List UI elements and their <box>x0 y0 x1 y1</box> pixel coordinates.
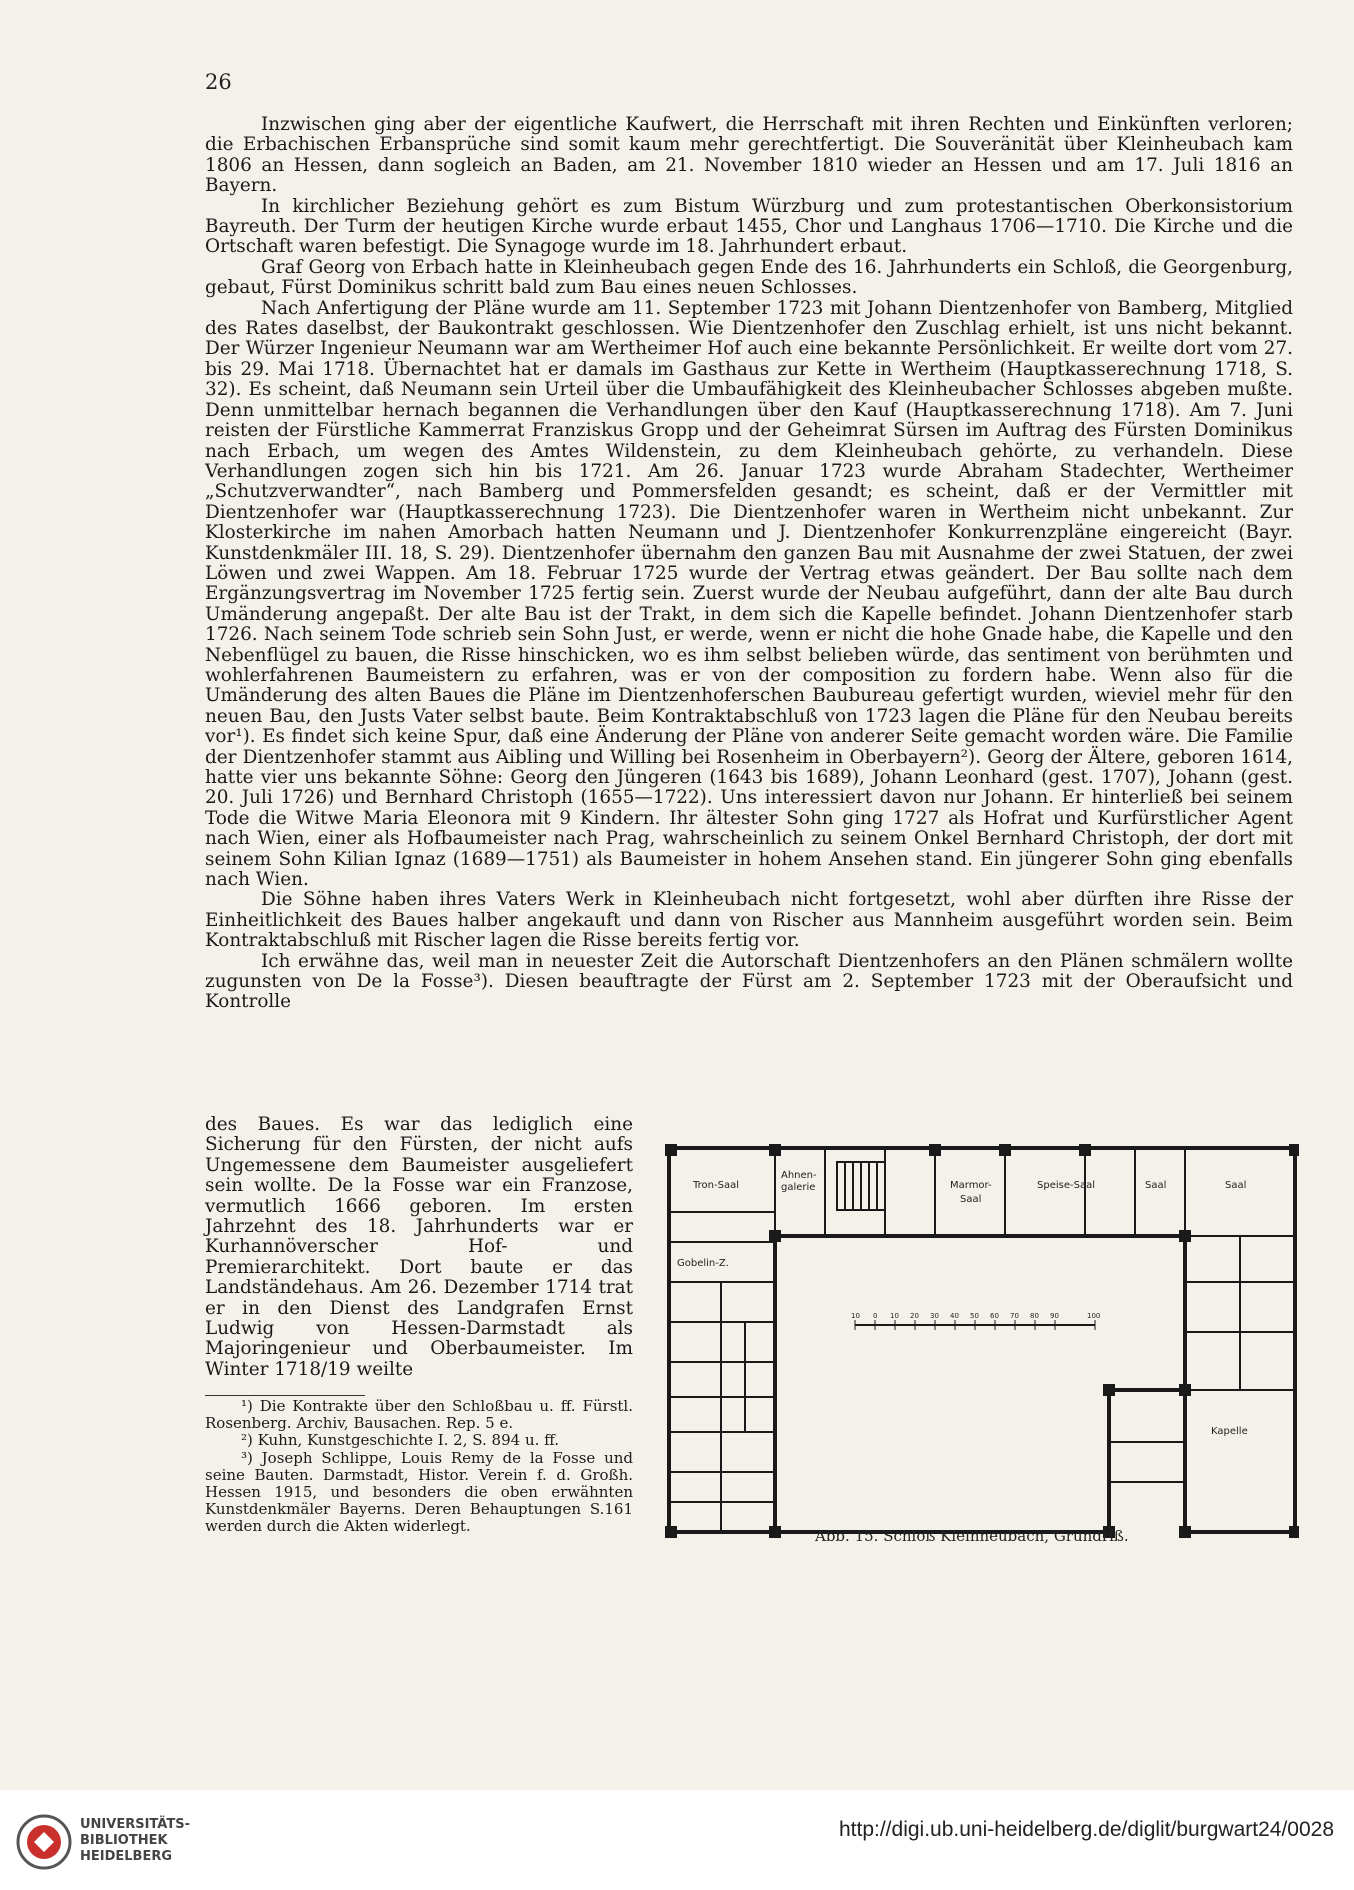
scale-label: 50 <box>970 1312 979 1320</box>
source-url-link[interactable]: http://digi.ub.uni-heidelberg.de/diglit/burgwart24/0028 <box>838 1818 1334 1841</box>
main-text <box>205 115 1293 1013</box>
scale-label: 20 <box>910 1312 919 1320</box>
scale-label: 30 <box>930 1312 939 1320</box>
paragraph-continuation: des Baues. Es war das lediglich eine Sicherung für den Fürsten, der nicht aufs Ungemessene dem Baumeister ausgeliefert sein wollte. De la Fosse war ein Franzose, vermutlich 1666 geboren. Im ersten Jahrzehnt des 18. Jahrhunderts war er Kurhannöverscher Hof- und Premierarchitekt. Dort baute er das Landständehaus. Am 26. Dezember 1714 trat er in den Dienst des Landgrafen Ernst Ludwig von Hessen-Darmstadt als Majoringenieur und Oberbaumeister. Im Winter 1718/19 weilte <box>205 1114 633 1380</box>
paragraph: In kirchlicher Beziehung gehört es zum Bistum Würzburg und zum protestantischen Oberkonsistorium Bayreuth. Der Turm der heutigen Kirche wurde erbaut 1455, Chor und Langhaus 1706—1710. Die Kirche und die Ortschaft waren befestigt. Die Synagoge wurde im 18. Jahrhundert erbaut. <box>205 195 1293 258</box>
logo-line: UNIVERSITÄTS- <box>80 1817 190 1832</box>
paragraph: Ich erwähne das, weil man in neuester Zeit die Autorschaft Dientzenhofers an den Plänen schmälern wollte zugunsten von De la Fosse³). Diesen beauftragte der Fürst am 2. September 1723 mit der Oberaufsicht und Kontrolle <box>205 950 1293 1013</box>
room-label-saal: Saal <box>1145 1180 1167 1191</box>
room-label-speise-saal: Speise-Saal <box>1037 1180 1095 1191</box>
floor-plan-drawing <box>665 1142 1299 1549</box>
paragraph: Nach Anfertigung der Pläne wurde am 11. September 1723 mit Johann Dientzenhofer von Bamberg, Mitglied des Rates daselbst, der Baukontrakt geschlossen. Wie Dientzenhofer den Zuschlag erhielt, ist uns nicht bekannt. Der Würzer Ingenieur Neumann war am Wertheimer Hof auch eine bekannte Persönlichkeit. Er weilte dort vom 27. bis 29. Mai 1718. Übernachtet hat er damals im Gasthaus zur Kette in Wertheim (Hauptkasserechnung 1718, S. 32). Es scheint, daß Neumann sein Urteil über die Umbaufähigkeit des Kleinheubacher Schlosses abgeben mußte. Denn unmittelbar hernach begannen die Verhandlungen über den Kauf (Hauptkasserechnung 1718). Am 7. Juni reisten der Fürstliche Kammerrat Franziskus Gropp und der Geheimrat Sürsen im Auftrag des Fürsten Dominikus nach Erbach, um wegen des Amtes Wildenstein, zu dem Kleinheubach gehörte, zu verhandeln. Diese Verhandlungen zogen sich hin bis 1721. Am 26. Januar 1723 wurde Abraham Stadechter, Wertheimer „Schutzverwandter“, nach Bamberg und Pommersfelden gesandt; es scheint, daß er der Vermittler mit Dientzenhofer war (Hauptkasserechnung 1723). Die Dientzenhofer waren in Wertheim nicht unbekannt. Zur Klosterkirche im nahen Amorbach hatten Neumann und J. Dientzenhofer Konkurrenzpläne eingereicht (Bayr. Kunstdenkmäler III. 18, S. 29). Dientzenhofer übernahm den ganzen Bau mit Ausnahme der zwei Statuen, der zwei Löwen und zwei Wappen. Am 18. Februar 1725 wurde der Vertrag etwas geändert. Der Bau sollte nach dem Ergänzungsvertrag im November 1725 fertig sein. Zuerst wurde der Neubau aufgeführt, dann der alte Bau durch Umänderung angepaßt. Der alte Bau ist der Trakt, in dem sich die Kapelle befindet. Johann Dientzenhofer starb 1726. Nach seinem Tode schrieb sein Sohn Just, er werde, wenn er nicht die hohe Gnade habe, die Kapelle und den Nebenflügel zu bauen, die Risse hinschicken, wo es ihm selbst belieben würde, das sentiment von berühmten und wohlerfahrenen Baumeistern zu erfahren, was er von der composition zu fordern habe. Wenn also für die Umänderung des alten Baues die Pläne im Dientzenhoferschen Baubureau gefertigt wurden, wieviel mehr für den neuen Bau, den Justs Vater selbst baute. Beim Kontraktabschluß von 1723 lagen die Pläne für den Neubau bereits vor¹). Es findet sich keine Spur, daß eine Änderung der Pläne von anderer Seite gemacht worden wäre. Die Familie der Dientzenhofer stammt aus Aibling und Willing bei Rosenheim in Oberbayern²). Georg der Ältere, geboren 1614, hatte vier uns bekannte Söhne: Georg den Jüngeren (1643 bis 1689), Johann Leonhard (gest. 1707), Johann (gest. 20. Juli 1726) und Bernhard Christoph (1655—1722). Uns interessiert davon nur Johann. Er hinterließ bei seinem Tode die Witwe Maria Eleonora mit 9 Kindern. Ihr ältester Sohn ging 1727 als Hofrat und Kurfürstlicher Agent nach Wien, einer als Hofbaumeister nach Prag, wahrscheinlich zu seinem Onkel Bernhard Christoph, der dort mit seinem Sohn Kilian Ignaz (1689—1751) als Baumeister in hohem Ansehen stand. Ein jüngerer Sohn ging ebenfalls nach Wien. <box>205 297 1293 891</box>
room-label-tron-saal: Tron-Saal <box>693 1180 739 1191</box>
room-label-gobelin: Gobelin-Z. <box>677 1258 729 1269</box>
scale-label: 0 <box>873 1312 878 1320</box>
scale-label: 40 <box>950 1312 959 1320</box>
viewer-footer <box>0 1790 1354 1890</box>
room-label-ahnen: Ahnen- <box>781 1170 817 1181</box>
logo-line: HEIDELBERG <box>80 1849 173 1864</box>
logo-line: BIBLIOTHEK <box>80 1833 168 1848</box>
page-number: 26 <box>205 70 232 94</box>
figure-caption: Abb. 15. Schloß Kleinheubach, Grundriß. <box>815 1527 1129 1545</box>
scale-label: 60 <box>990 1312 999 1320</box>
scale-label: 70 <box>1010 1312 1019 1320</box>
paragraph: Graf Georg von Erbach hatte in Kleinheubach gegen Ende des 16. Jahrhunderts ein Schloß, die Georgenburg, gebaut, Fürst Dominikus schritt bald zum Bau eines neuen Schlosses. <box>205 256 1293 299</box>
paragraph: Inzwischen ging aber der eigentliche Kaufwert, die Herrschaft mit ihren Rechten und Einkünften verloren; die Erbachischen Erbansprüche sind somit kaum mehr gerechtfertigt. Die Souveränität über Kleinheubach kam 1806 an Hessen, dann sogleich an Baden, am 21. November 1810 wieder an Hessen und am 17. Juli 1816 an Bayern. <box>205 114 1293 197</box>
footnotes <box>205 1398 633 1536</box>
scale-label: 100 <box>1087 1312 1101 1320</box>
scale-label: 80 <box>1030 1312 1039 1320</box>
wrapped-text-column <box>205 1115 633 1380</box>
room-label-galerie: galerie <box>781 1182 816 1193</box>
courtyard-wall <box>775 1236 1185 1390</box>
paragraph: Die Söhne haben ihres Vaters Werk in Kleinheubach nicht fortgesetzt, wohl aber dürften ihre Risse der Einheitlichkeit des Baues halber angekauft und dann von Rischer aus Mannheim ausgeführt worden sein. Beim Kontraktabschluß mit Rischer lagen die Risse bereits fertig vor. <box>205 889 1293 952</box>
footnote: ³) Joseph Schlippe, Louis Remy de la Fosse und seine Bauten. Darmstadt, Histor. Verein f. d. Großh. Hessen 1915, und besonders die oben erwähnten Kunstdenkmäler Bayerns. Deren Behauptungen S.161 werden durch die Akten widerlegt. <box>205 1448 633 1536</box>
room-label-marmor: Marmor- <box>950 1180 992 1191</box>
scale-bar <box>851 1312 1100 1330</box>
room-label-saal: Saal <box>960 1194 982 1205</box>
scale-label: 10 <box>890 1312 899 1320</box>
room-label-saal: Saal <box>1225 1180 1247 1191</box>
outer-wall <box>669 1148 1295 1532</box>
university-seal-icon <box>14 1812 74 1872</box>
scale-label: 90 <box>1050 1312 1059 1320</box>
footnote: ²) Kuhn, Kunstgeschichte I. 2, S. 894 u. ff. <box>241 1431 560 1450</box>
room-label-kapelle: Kapelle <box>1211 1426 1248 1437</box>
floor-plan-figure <box>665 1142 1299 1549</box>
scale-label: 10 <box>851 1312 860 1320</box>
footnote: ¹) Die Kontrakte über den Schloßbau u. ff. Fürstl. Rosenberg. Archiv, Bausachen. Rep. 5 e. <box>205 1397 633 1433</box>
footnote-divider <box>205 1395 365 1396</box>
library-logo-text <box>80 1817 190 1865</box>
